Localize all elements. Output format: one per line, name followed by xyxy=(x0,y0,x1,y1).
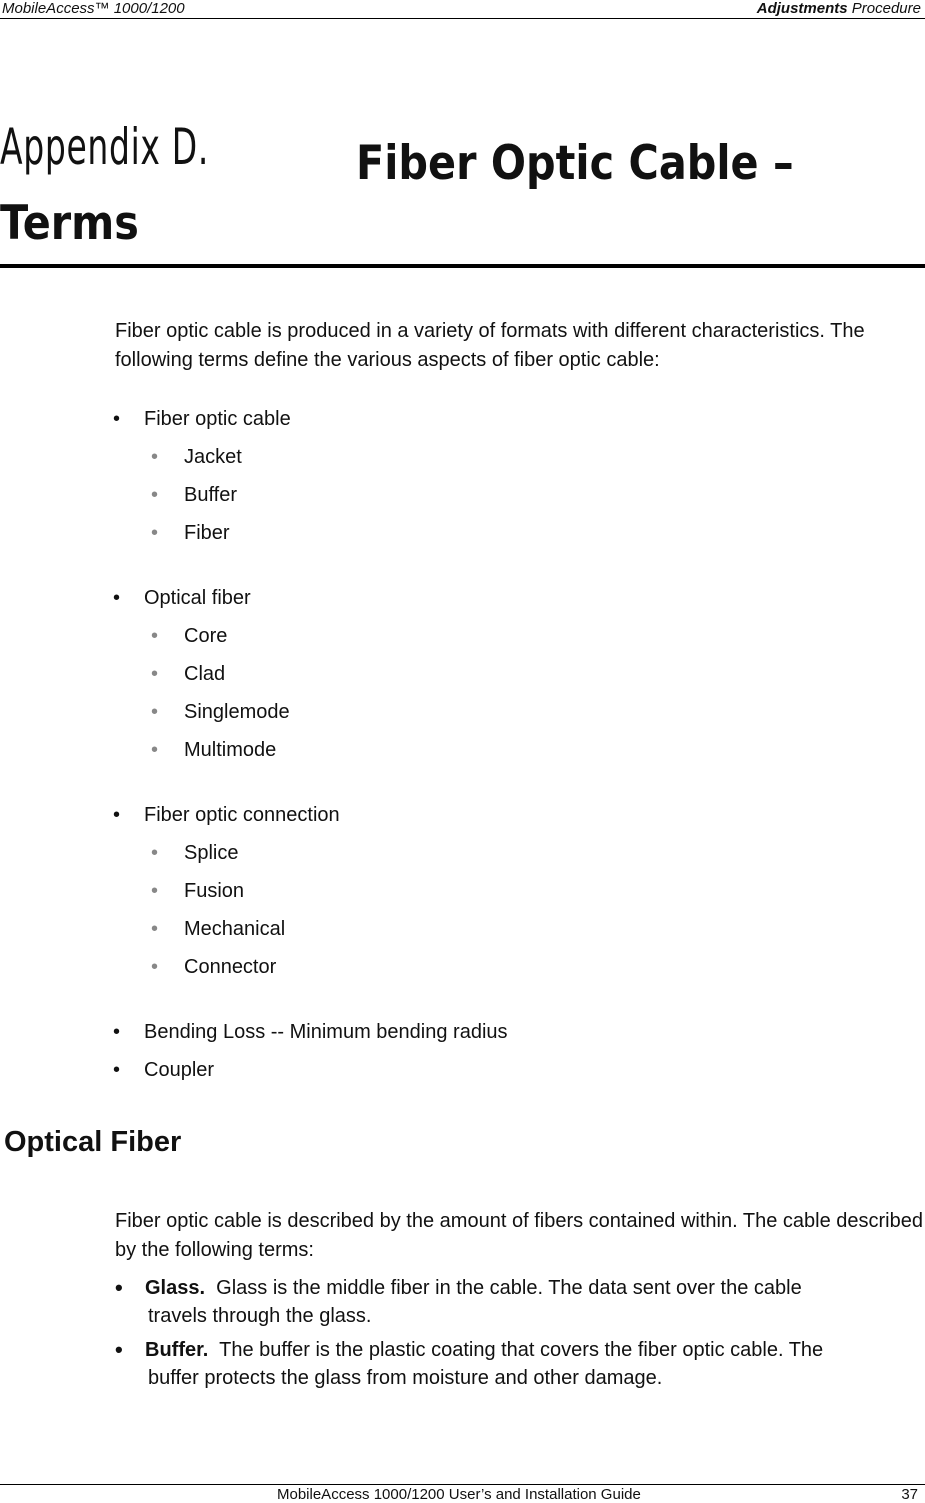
bullet-icon: • xyxy=(113,587,121,609)
footer-rule xyxy=(0,1484,925,1485)
bullet-icon: • xyxy=(151,625,159,647)
definition-body xyxy=(145,1336,905,1392)
definition-term: Buffer. xyxy=(145,1339,209,1361)
sub-list-item-label: Splice xyxy=(184,842,239,864)
bullet-icon: • xyxy=(113,408,121,430)
bullet-icon: • xyxy=(113,1021,121,1043)
sub-list-item-label: Fiber xyxy=(184,522,230,544)
list-item-label: Optical fiber xyxy=(144,587,251,609)
header-product-name: MobileAccess™ 1000/1200 xyxy=(2,0,185,17)
page-header xyxy=(0,0,925,20)
sub-list-item-label: Singlemode xyxy=(184,701,290,723)
bullet-icon: • xyxy=(113,1059,121,1081)
header-section-rest: Procedure xyxy=(851,0,921,17)
sub-list-item-label: Multimode xyxy=(184,739,277,761)
sub-list-item-label: Core xyxy=(184,625,228,647)
definition-term: Glass. xyxy=(145,1277,206,1299)
bullet-icon: • xyxy=(151,842,159,864)
bullet-icon: • xyxy=(151,522,159,544)
appendix-title: Fiber Optic Cable – xyxy=(356,136,794,191)
bullet-icon: • xyxy=(151,701,159,723)
page-number: 37 xyxy=(901,1486,918,1503)
bullet-icon: • xyxy=(151,918,159,940)
sub-list-item-label: Mechanical xyxy=(184,918,286,940)
header-section-name xyxy=(757,0,921,17)
definition-body xyxy=(145,1274,905,1330)
definition-text: The buffer is the plastic coating that covers the fiber optic cable. The xyxy=(219,1339,824,1361)
bullet-icon: • xyxy=(115,1275,123,1300)
intro-paragraph: Fiber optic cable is produced in a variety of formats with different characteristics. The following terms define the various aspects of fiber optic cable: xyxy=(115,320,865,371)
appendix-label: Appendix D. xyxy=(0,118,209,176)
definition-text-continued: buffer protects the glass from moisture and other damage. xyxy=(148,1367,663,1389)
sub-list-item-label: Fusion xyxy=(184,880,245,902)
sub-list-item-label: Buffer xyxy=(184,484,237,506)
list-item-label: Fiber optic cable xyxy=(144,408,291,430)
bullet-icon: • xyxy=(151,956,159,978)
bullet-icon: • xyxy=(151,663,159,685)
bullet-icon: • xyxy=(151,739,159,761)
section-heading: Optical Fiber xyxy=(4,1126,182,1158)
header-section-bold: Adjustments xyxy=(756,0,848,17)
header-rule xyxy=(0,18,925,19)
bullet-icon: • xyxy=(151,484,159,506)
sub-list-item-label: Clad xyxy=(184,663,226,685)
sub-list-item-label: Jacket xyxy=(184,446,242,468)
list-item-label: Bending Loss -- Minimum bending radius xyxy=(144,1021,508,1043)
bullet-icon: • xyxy=(151,880,159,902)
sub-list-item-label: Connector xyxy=(184,956,277,978)
bullet-icon: • xyxy=(115,1337,123,1362)
footer-guide-title: MobileAccess 1000/1200 User’s and Installation Guide xyxy=(277,1486,641,1503)
definition-text-continued: travels through the glass. xyxy=(148,1305,372,1327)
appendix-title-continued: Terms xyxy=(0,196,139,251)
definition-text: Glass is the middle fiber in the cable. The data sent over the cable xyxy=(216,1277,802,1299)
bullet-icon: • xyxy=(151,446,159,468)
bullet-icon: • xyxy=(113,804,121,826)
section-paragraph: Fiber optic cable is described by the amount of fibers contained within. The cable described by the following terms: xyxy=(115,1210,923,1261)
list-item-label: Fiber optic connection xyxy=(144,804,340,826)
list-item-label: Coupler xyxy=(144,1059,215,1081)
title-rule xyxy=(0,264,925,268)
